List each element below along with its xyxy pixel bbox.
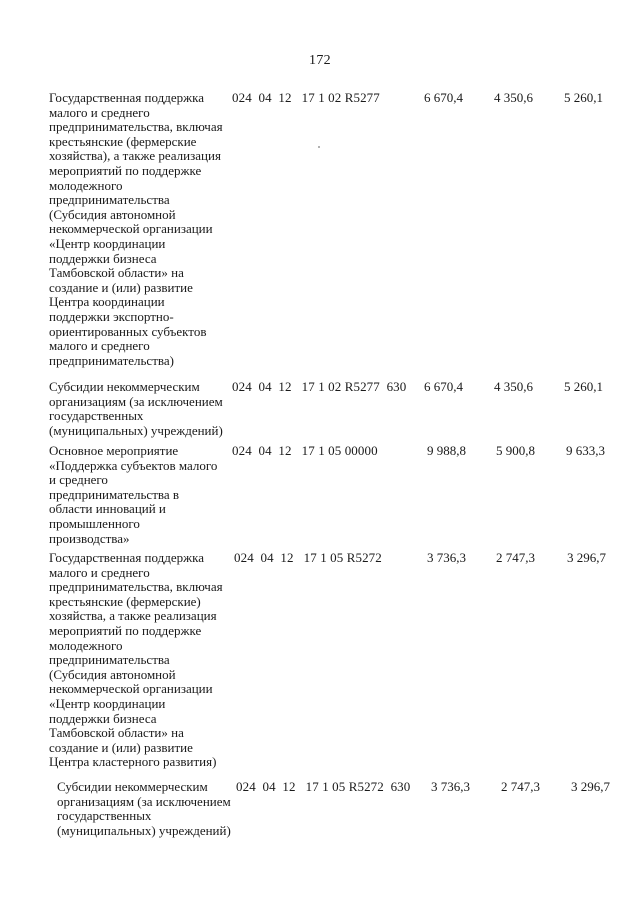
row-name-line: предпринимательства, включая [49,579,223,595]
amount-value-2: 2 747,3 [496,550,535,565]
row-name-line: государственных [49,408,144,424]
row-name-line: поддержки экспортно- [49,308,174,324]
amount-value-2: 4 350,6 [494,90,533,105]
row-name-line: мероприятий по поддержке [49,162,202,178]
row-name-line: молодежного [49,177,123,193]
row-name-line: Государственная поддержка [49,550,205,565]
row-name-line: (Субсидия автономной [49,206,176,222]
row-name-line: «Поддержка субъектов малого [49,457,218,473]
row-name-line: Субсидии некоммерческим [57,779,208,794]
row-name-line: Основное мероприятие [49,443,179,458]
row-name-line: крестьянские (фермерские) [49,593,201,609]
row-name-line: некоммерческой организации [49,221,213,237]
budget-code: 024 04 12 17 1 05 R5272 630 [236,779,411,794]
row-name-line: поддержки бизнеса [49,710,157,726]
row-name-line: области инноваций и [49,501,166,517]
row-name [49,380,234,438]
page-number: 172 [309,53,331,68]
row-name [49,551,234,770]
amount-value-1: 3 736,3 [427,550,466,565]
amount-value-1: 6 670,4 [424,90,463,105]
row-name-line: (муниципальных) учреждений) [57,822,231,838]
amount-value-2: 4 350,6 [494,379,533,394]
scan-speck [318,146,320,148]
row-name-line: молодежного [49,637,123,653]
row-name [49,91,234,368]
row-name-line: (муниципальных) учреждений) [49,422,223,438]
row-name-line: предпринимательства, включая [49,119,223,135]
row-name-line: государственных [57,808,152,824]
row-name-line: и среднего [49,472,108,488]
row-name-line: предпринимательства) [49,352,174,368]
amount-value-3: 5 260,1 [564,379,603,394]
budget-code: 024 04 12 17 1 02 R5277 630 [232,379,407,394]
row-name-line: поддержки бизнеса [49,250,157,266]
amount-value-3: 3 296,7 [571,779,610,794]
row-name-line: организациям (за исключением [49,393,223,409]
row-name-line: Центра кластерного развития) [49,754,217,770]
amount-value-1: 3 736,3 [431,779,470,794]
row-name-line: хозяйства), а также реализация [49,148,221,164]
row-name-line: предпринимательства в [49,486,180,502]
amount-value-1: 6 670,4 [424,379,463,394]
row-name-line: некоммерческой организации [49,681,213,697]
row-name-line: ориентированных субъектов [49,323,207,339]
row-name-line: мероприятий по поддержке [49,622,202,638]
row-name [49,444,234,546]
row-name-line: малого и среднего [49,104,150,120]
row-name-line: Центра координации [49,294,165,310]
row-name-line: Государственная поддержка [49,90,205,105]
budget-code: 024 04 12 17 1 05 00000 [232,443,378,458]
amount-value-2: 5 900,8 [496,443,535,458]
row-name-line: производства» [49,530,130,546]
budget-code: 024 04 12 17 1 02 R5277 [232,90,380,105]
row-name-line: крестьянские (фермерские [49,133,197,149]
row-name-line: создание и (или) развитие [49,279,193,295]
amount-value-3: 9 633,3 [566,443,605,458]
row-name-line: создание и (или) развитие [49,739,193,755]
row-name-line: Тамбовской области» на [49,725,184,741]
row-name-line: (Субсидия автономной [49,666,176,682]
row-name-line: предпринимательства [49,652,170,668]
budget-code: 024 04 12 17 1 05 R5272 [234,550,382,565]
amount-value-2: 2 747,3 [501,779,540,794]
row-name-line: «Центр координации [49,235,166,251]
amount-value-1: 9 988,8 [427,443,466,458]
row-name-line: Субсидии некоммерческим [49,379,200,394]
row-name-line: организациям (за исключением [57,793,231,809]
row-name [57,780,242,838]
row-name-line: хозяйства, а также реализация [49,608,217,624]
row-name-line: предпринимательства [49,192,170,208]
amount-value-3: 5 260,1 [564,90,603,105]
row-name-line: малого и среднего [49,564,150,580]
row-name-line: малого и среднего [49,338,150,354]
row-name-line: «Центр координации [49,695,166,711]
amount-value-3: 3 296,7 [567,550,606,565]
row-name-line: Тамбовской области» на [49,265,184,281]
row-name-line: промышленного [49,515,140,531]
